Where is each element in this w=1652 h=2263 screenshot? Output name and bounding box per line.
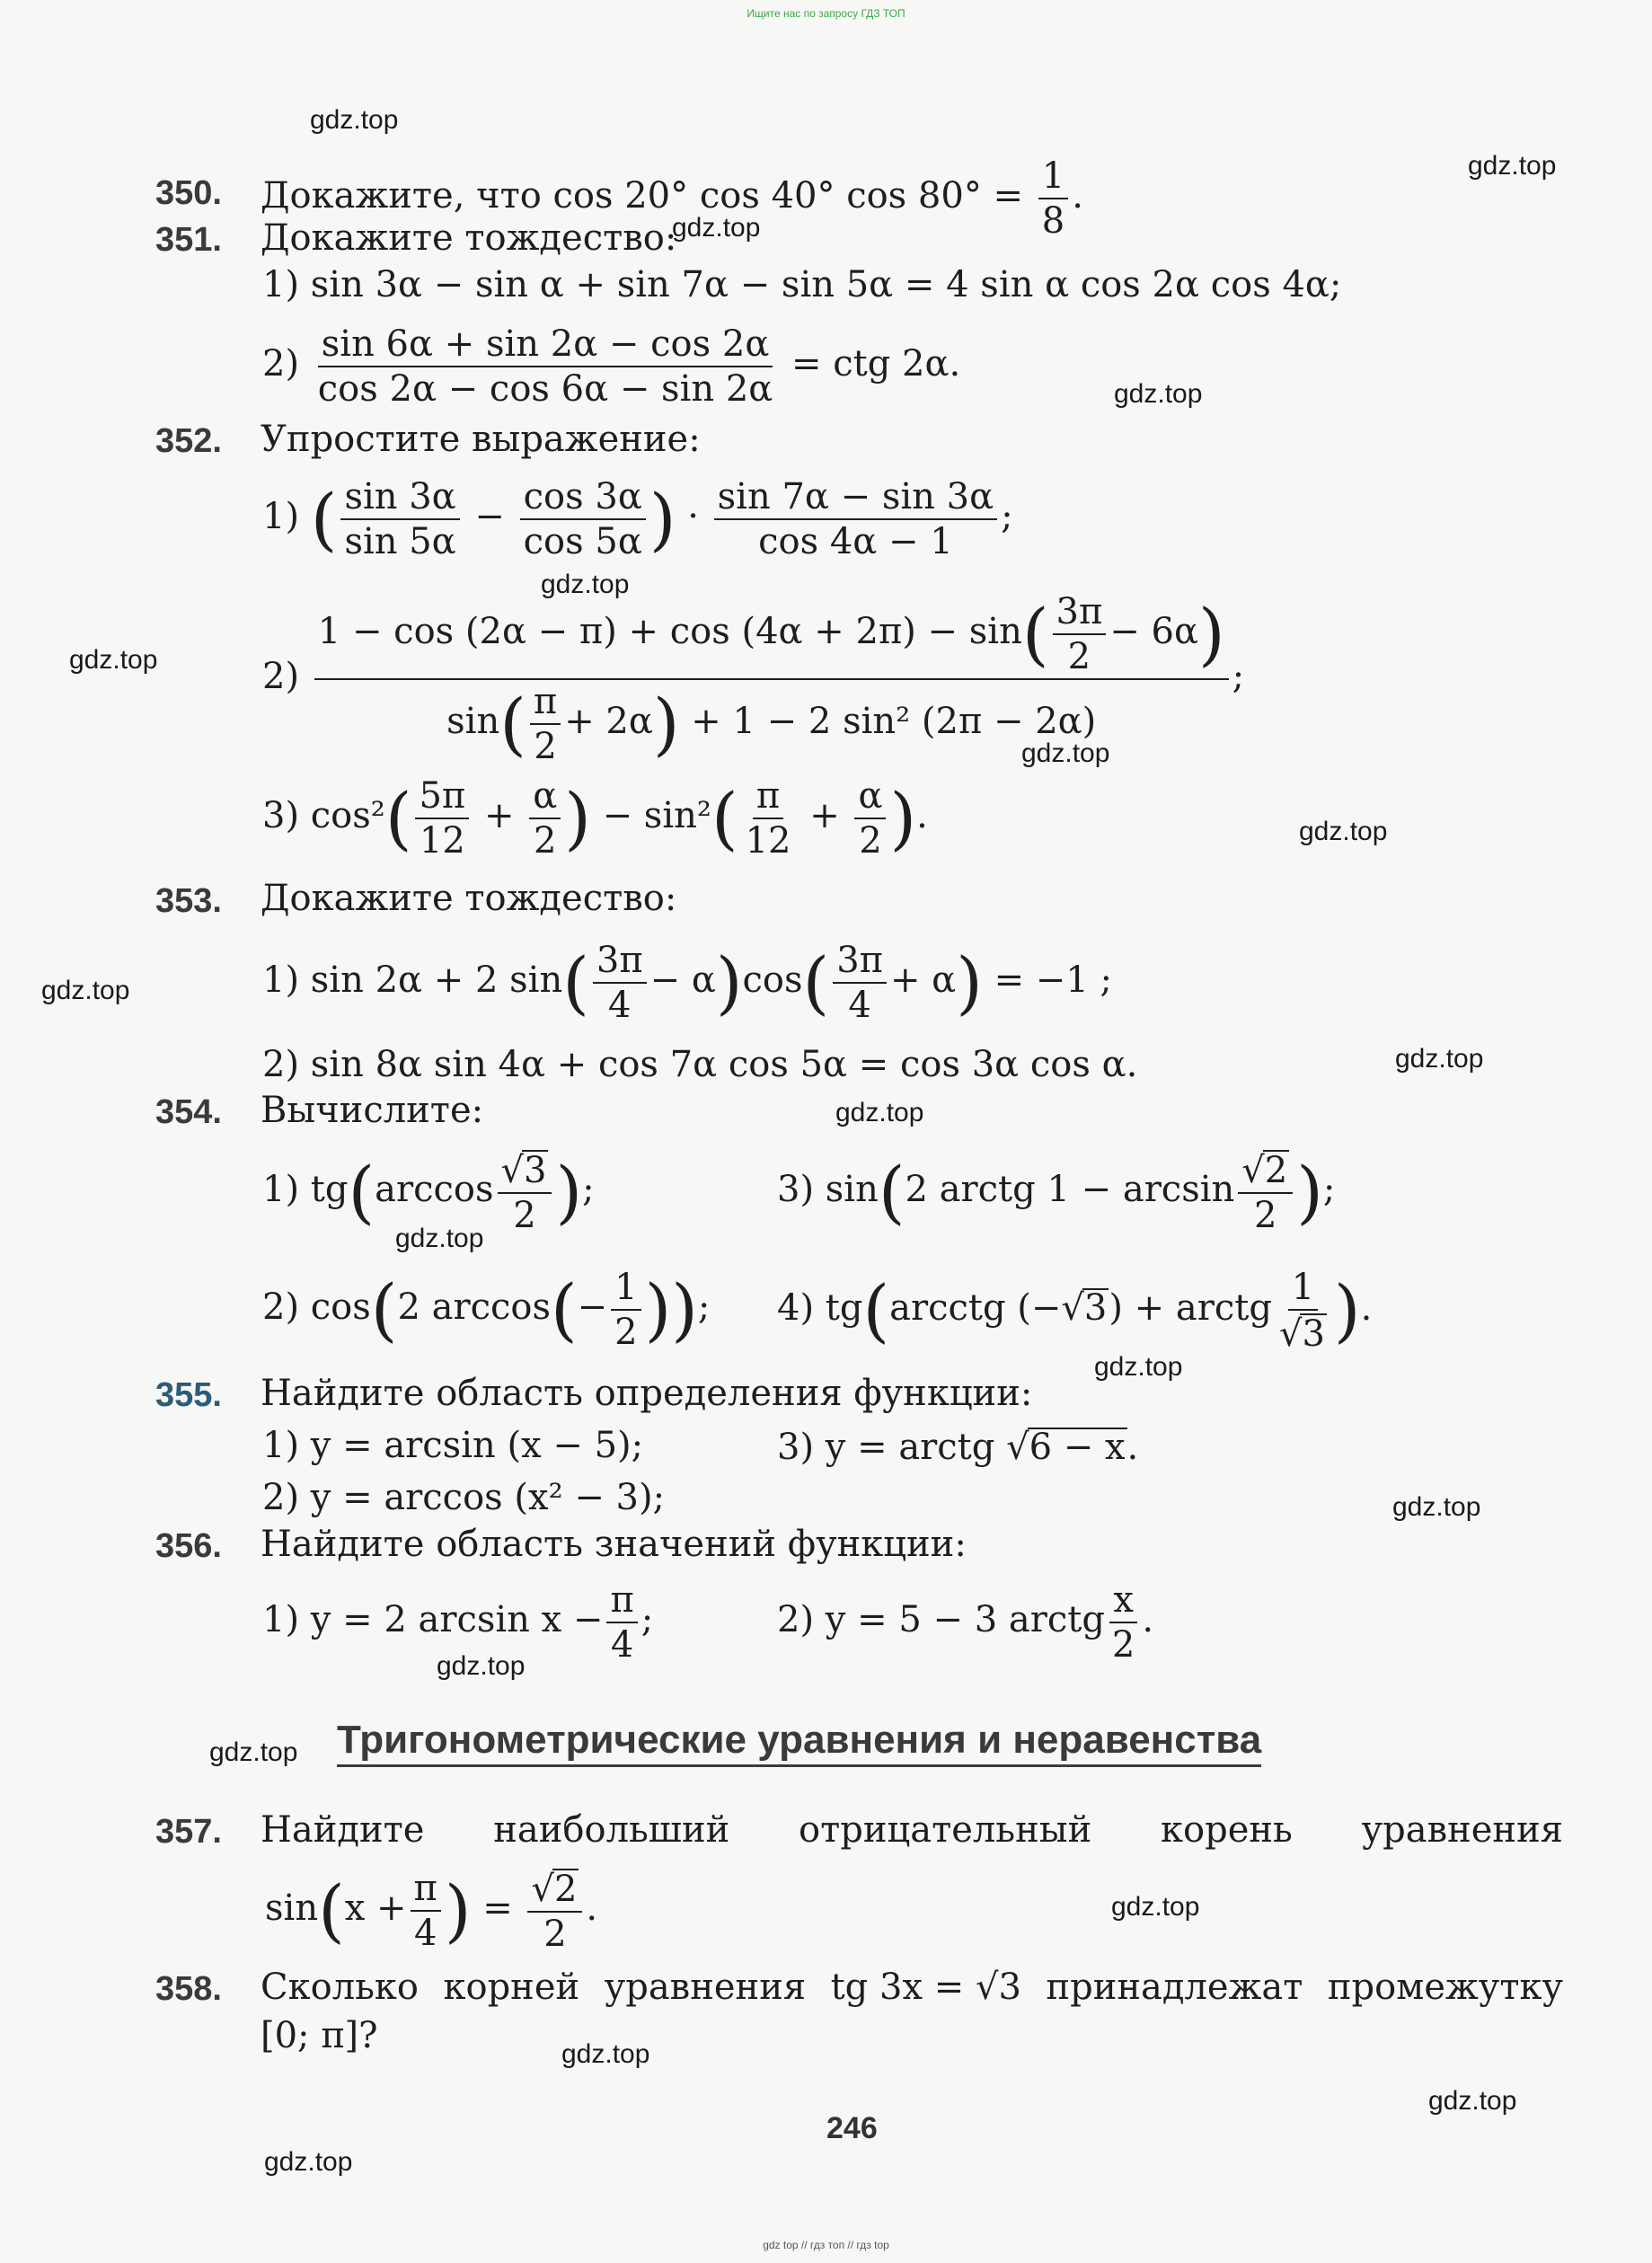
item-label: 2): [262, 656, 300, 697]
expr: 2) y = 5 − 3 arctg: [777, 1599, 1105, 1640]
fraction: [1038, 157, 1068, 240]
justified-line: [261, 1967, 1563, 2008]
problem-number: 356.: [155, 1527, 222, 1565]
problem-355-item-2: 2) y = arccos (x² − 3);: [262, 1477, 666, 1518]
expr: sin: [446, 701, 500, 742]
problem-prompt: Упростите выражение:: [261, 419, 701, 460]
radicand: 2: [553, 1869, 578, 1910]
watermark: gdz.top: [1114, 379, 1203, 409]
paren-right: ): [644, 1269, 672, 1349]
expr: 1) y = 2 arcsin x −: [262, 1599, 604, 1640]
fraction: [411, 1870, 441, 1952]
problem-353-item-2: 2) sin 8α sin 4α + cos 7α cos 5α = cos 3α cos α.: [262, 1044, 1138, 1085]
radicand: 2: [1264, 1150, 1288, 1191]
watermark: gdz.top: [541, 570, 630, 599]
fraction: [314, 593, 1229, 765]
paren-right: ): [671, 1269, 698, 1349]
paren-right: ): [444, 1870, 472, 1950]
problem-356-item-1: [262, 1581, 653, 1664]
numerator: x: [1109, 1581, 1137, 1623]
numerator: sin 7α − sin 3α: [714, 478, 997, 520]
punct: ;: [640, 1599, 654, 1640]
numerator: π: [411, 1870, 441, 1912]
paren-right: ): [889, 778, 917, 858]
fraction: [833, 941, 887, 1024]
expr: arcctg (−: [889, 1287, 1062, 1329]
expr: − sin²: [602, 795, 711, 836]
expr: 3) y = arctg: [777, 1427, 995, 1468]
expr: 2 arctg 1 − arcsin: [905, 1169, 1235, 1210]
numerator: √2: [1238, 1150, 1293, 1194]
denominator: 4: [848, 985, 871, 1026]
numerator: 3π: [593, 941, 647, 984]
expr: 3) sin: [777, 1169, 879, 1210]
denominator: 2: [859, 820, 882, 862]
expr: ) + arctg: [1109, 1287, 1272, 1329]
numerator: 1: [611, 1269, 640, 1311]
fraction: [742, 777, 795, 860]
numerator: α: [854, 777, 886, 819]
expr: + α: [889, 959, 957, 1001]
numerator: 3π: [1053, 593, 1107, 635]
paren-right: ): [564, 778, 591, 858]
equation: tg 3x = √3: [830, 1967, 1021, 2008]
numerator: sin 3α: [340, 478, 459, 520]
paren-left: (: [499, 684, 526, 764]
denominator: 2: [1111, 1624, 1135, 1666]
watermark: gdz.top: [561, 2039, 650, 2069]
punct: .: [586, 1887, 598, 1929]
expr: + 1 − 2 sin² (2π − 2α): [691, 701, 1097, 742]
word: уравнения: [604, 1967, 807, 2008]
watermark: gdz.top: [672, 213, 761, 243]
numerator: cos 3α: [520, 478, 646, 520]
paren-right: ): [1333, 1270, 1361, 1350]
fraction: [606, 1581, 637, 1664]
item-label: 1): [262, 496, 300, 537]
problem-number: 357.: [155, 1813, 222, 1851]
problem-351-item-1: 1) sin 3α − sin α + sin 7α − sin 5α = 4 sin α cos 2α cos 4α;: [262, 264, 1342, 305]
problem-357-text: [261, 1809, 1563, 1851]
watermark: gdz.top: [69, 645, 158, 675]
operator: −: [474, 496, 505, 537]
section-title: Тригонометрические уравнения и неравенства: [337, 1718, 1261, 1767]
problem-number: 354.: [155, 1093, 222, 1131]
paren-right: ): [649, 479, 676, 559]
punct: .: [1126, 1427, 1139, 1468]
fraction: [714, 478, 997, 561]
watermark: gdz.top: [1111, 1892, 1200, 1922]
problem-351-item-2: [262, 325, 960, 408]
item-label: 3): [262, 795, 300, 836]
paren-left: (: [370, 1269, 398, 1349]
fraction: [314, 325, 777, 408]
problem-number: 358.: [155, 1970, 222, 2008]
numerator: 1: [1038, 157, 1068, 199]
fraction: [1238, 1150, 1293, 1234]
paren-left: (: [384, 778, 412, 858]
watermark: gdz.top: [41, 976, 130, 1005]
expr: sin: [265, 1887, 319, 1929]
paren-left: (: [802, 942, 830, 1022]
expr: + 2α: [564, 701, 653, 742]
problem-prompt: Докажите тождество:: [261, 217, 677, 259]
fraction: [1276, 1269, 1330, 1353]
paren-left: (: [878, 1152, 906, 1232]
paren-left: (: [348, 1152, 375, 1232]
problem-prompt: Найдите область определения функции:: [261, 1373, 1033, 1414]
page-number: 246: [826, 2111, 878, 2145]
numerator: π: [530, 683, 561, 725]
expr: 2 arccos: [397, 1286, 551, 1328]
denominator: sin 5α: [344, 521, 456, 562]
fraction: [854, 777, 886, 860]
fraction: [520, 478, 646, 561]
paren-right: ): [1296, 1152, 1323, 1232]
word: корень: [1161, 1809, 1293, 1851]
watermark: gdz.top: [310, 105, 399, 135]
watermark: gdz.top: [1428, 2086, 1517, 2116]
denominator: 12: [745, 820, 791, 862]
punct: .: [1142, 1599, 1154, 1640]
punct: .: [1360, 1287, 1373, 1329]
problem-number: 351.: [155, 221, 222, 259]
denominator: 12: [419, 820, 465, 862]
operator: =: [482, 1887, 513, 1929]
denominator: 4: [610, 1624, 634, 1666]
fraction: [340, 478, 459, 561]
problem-354-item-4: 4) tg(arcctg (−√3) + arctg $\frac{1}{√3}$ ).: [777, 1267, 1373, 1355]
problem-353-item-1: [262, 941, 1112, 1024]
denominator: [443, 680, 1100, 765]
punct: .: [1072, 175, 1083, 217]
punct: ;: [582, 1169, 595, 1210]
bottom-banner: gdz top // гдз топ // гдз top: [763, 2239, 889, 2251]
numerator: α: [529, 777, 561, 819]
expr: = −1 ;: [994, 959, 1112, 1001]
watermark: gdz.top: [1392, 1492, 1481, 1522]
expr: cos²: [310, 795, 385, 836]
fraction: [611, 1269, 640, 1351]
watermark: gdz.top: [835, 1098, 924, 1127]
justified-line: [261, 1809, 1563, 1851]
watermark: gdz.top: [1468, 151, 1557, 181]
denominator: √3: [1278, 1313, 1325, 1355]
word: Найдите: [261, 1809, 425, 1851]
paren-right: ): [652, 684, 680, 764]
problem-number: 352.: [155, 422, 222, 460]
fraction: [593, 941, 647, 1024]
expr: 2) cos: [262, 1286, 371, 1328]
paren-left: (: [550, 1269, 578, 1349]
watermark: gdz.top: [1395, 1044, 1484, 1074]
punct: ;: [1322, 1169, 1336, 1210]
paren-right: ): [1197, 594, 1225, 674]
problem-352-item-2: [262, 593, 1244, 765]
operator: +: [809, 795, 840, 836]
item-label: 2): [262, 343, 300, 385]
problem-prompt: Найдите область значений функции:: [261, 1524, 967, 1565]
word: промежутку: [1327, 1967, 1563, 2008]
word: Сколько: [261, 1967, 419, 2008]
numerator: sin 6α + sin 2α − cos 2α: [318, 325, 773, 367]
fraction: [498, 1150, 552, 1234]
watermark: gdz.top: [1094, 1352, 1183, 1382]
denominator: 2: [543, 1914, 567, 1955]
operator: +: [483, 795, 515, 836]
problem-352-item-3: [262, 777, 928, 860]
watermark: gdz.top: [1021, 738, 1110, 768]
word: наибольший: [493, 1809, 730, 1851]
problem-358-interval: [0; π]?: [261, 2015, 378, 2056]
problem-355-item-3: 3) y = arctg √6 − x.: [777, 1427, 1139, 1468]
problem-number: 353.: [155, 882, 222, 920]
problem-358-text: [261, 1967, 1563, 2008]
numerator: 1: [1288, 1269, 1318, 1311]
watermark: gdz.top: [264, 2147, 353, 2177]
fraction: [415, 777, 469, 860]
denominator: 8: [1041, 200, 1065, 242]
problem-352-item-1: [262, 478, 1013, 561]
denominator: 2: [1254, 1195, 1277, 1236]
fraction: [1109, 1581, 1138, 1664]
denominator: 2: [614, 1312, 638, 1353]
paren-left: (: [862, 1270, 890, 1350]
watermark: gdz.top: [437, 1651, 526, 1681]
problem-354-item-2: [262, 1269, 710, 1351]
denominator: cos 4α − 1: [758, 521, 953, 562]
problem-prompt: Вычислите:: [261, 1090, 484, 1131]
expr: − α: [649, 959, 716, 1001]
problem-number: 355.: [155, 1376, 222, 1414]
watermark: gdz.top: [209, 1737, 298, 1767]
paren-left: (: [711, 778, 738, 858]
expr: 1 − cos (2α − π) + cos (4α + 2π) − sin: [317, 611, 1022, 652]
punct: .: [916, 795, 928, 836]
expr: cos: [742, 959, 803, 1001]
paren-right: ): [555, 1152, 583, 1232]
paren-left: (: [1021, 594, 1049, 674]
watermark: gdz.top: [395, 1224, 484, 1253]
fraction: [530, 683, 561, 765]
expr: 1) tg: [262, 1169, 349, 1210]
numerator: [314, 593, 1229, 680]
numerator: √2: [527, 1869, 582, 1913]
fraction: [529, 777, 561, 860]
watermark: gdz.top: [1299, 817, 1388, 846]
problem-text: Докажите, что cos 20° cos 40° cos 80° =: [261, 175, 1024, 217]
radicand: 3: [524, 1150, 547, 1191]
problem-354-item-1: [262, 1150, 595, 1234]
denominator: cos 2α − cos 6α − sin 2α: [317, 368, 773, 410]
punct: ;: [1001, 496, 1013, 537]
punct: ;: [697, 1286, 711, 1328]
numerator: √3: [498, 1150, 552, 1194]
radicand: 3: [1302, 1313, 1325, 1355]
punct: ;: [1232, 656, 1245, 697]
problem-354-item-3: [777, 1150, 1335, 1234]
word: принадлежат: [1046, 1967, 1303, 2008]
paren-left: (: [310, 479, 338, 559]
paren-right: ): [956, 942, 983, 1022]
denominator: 4: [608, 985, 632, 1026]
item-tail: = ctg 2α.: [791, 343, 961, 385]
expr: − 6α: [1109, 611, 1198, 652]
radicand: 6 − x: [1029, 1427, 1126, 1468]
numerator: 5π: [415, 777, 469, 819]
expr: x +: [344, 1887, 407, 1929]
problem-355-item-1: 1) y = arcsin (x − 5);: [262, 1425, 644, 1466]
expr: arccos: [375, 1169, 494, 1210]
operator: −: [577, 1286, 608, 1328]
fraction: [1053, 593, 1107, 676]
problem-357-equation: [265, 1869, 597, 1953]
denominator: 4: [413, 1913, 437, 1954]
denominator: 2: [513, 1195, 536, 1236]
expr: 4) tg: [777, 1287, 863, 1329]
paren-right: ): [715, 942, 743, 1022]
word: отрицательный: [799, 1809, 1092, 1851]
fraction: [527, 1869, 582, 1953]
problem-356-item-2: [777, 1581, 1153, 1664]
denominator: 2: [1067, 636, 1091, 677]
denominator: 2: [533, 820, 557, 862]
problem-number: 350.: [155, 174, 222, 212]
radicand: 3: [1083, 1287, 1108, 1329]
expr: 1) sin 2α + 2 sin: [262, 959, 563, 1001]
numerator: π: [753, 777, 783, 819]
denominator: 2: [534, 726, 557, 767]
operator: ·: [687, 496, 699, 537]
paren-left: (: [318, 1870, 345, 1950]
problem-prompt: Докажите тождество:: [261, 878, 677, 919]
numerator: 3π: [833, 941, 887, 984]
top-banner: Ищите нас по запросу ГДЗ ТОП: [746, 7, 906, 20]
word: уравнения: [1361, 1809, 1563, 1851]
numerator: π: [606, 1581, 637, 1623]
paren-left: (: [562, 942, 589, 1022]
denominator: cos 5α: [523, 521, 642, 562]
word: корней: [443, 1967, 580, 2008]
